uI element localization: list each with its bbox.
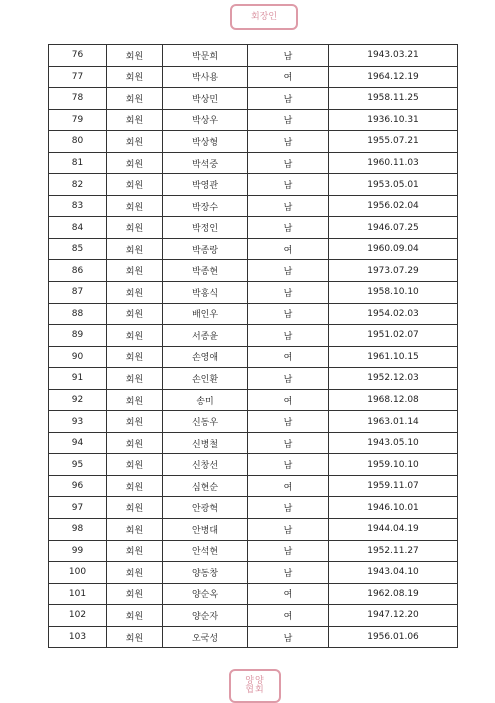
member-number-cell: 82: [49, 174, 107, 196]
member-gender-cell: 남: [248, 195, 329, 217]
member-name-cell: 박상우: [163, 109, 248, 131]
member-gender-cell: 여: [248, 583, 329, 605]
member-role-cell: 회원: [107, 540, 163, 562]
member-role-cell: 회원: [107, 217, 163, 239]
member-gender-cell: 여: [248, 66, 329, 88]
table-row: [49, 389, 458, 411]
table-row: [49, 540, 458, 562]
member-gender-cell: 남: [248, 88, 329, 110]
member-role-cell: 회원: [107, 260, 163, 282]
member-gender-cell: 여: [248, 475, 329, 497]
member-role-cell: 회원: [107, 131, 163, 153]
member-role-cell: 회원: [107, 497, 163, 519]
member-role-cell: 회원: [107, 174, 163, 196]
member-number-cell: 90: [49, 346, 107, 368]
member-birthdate-cell: 1959.11.07: [329, 475, 458, 497]
member-number-cell: 77: [49, 66, 107, 88]
member-number-cell: 89: [49, 325, 107, 347]
table-row: [49, 346, 458, 368]
table-row: [49, 152, 458, 174]
member-number-cell: 95: [49, 454, 107, 476]
member-gender-cell: 남: [248, 152, 329, 174]
member-number-cell: 84: [49, 217, 107, 239]
member-role-cell: 회원: [107, 475, 163, 497]
table-row: [49, 217, 458, 239]
seal-bottom-line-1: 양양: [245, 676, 265, 686]
table-row: [49, 131, 458, 153]
member-number-cell: 98: [49, 519, 107, 541]
member-birthdate-cell: 1936.10.31: [329, 109, 458, 131]
member-number-cell: 100: [49, 562, 107, 584]
member-number-cell: 78: [49, 88, 107, 110]
member-role-cell: 회원: [107, 152, 163, 174]
member-birthdate-cell: 1963.01.14: [329, 411, 458, 433]
member-name-cell: 안병대: [163, 519, 248, 541]
table-row: [49, 605, 458, 627]
member-role-cell: 회원: [107, 282, 163, 304]
table-row: [49, 368, 458, 390]
member-gender-cell: 남: [248, 519, 329, 541]
member-role-cell: 회원: [107, 583, 163, 605]
member-gender-cell: 남: [248, 432, 329, 454]
member-birthdate-cell: 1958.11.25: [329, 88, 458, 110]
member-number-cell: 92: [49, 389, 107, 411]
table-row: [49, 325, 458, 347]
member-birthdate-cell: 1946.07.25: [329, 217, 458, 239]
member-name-cell: 박석중: [163, 152, 248, 174]
member-name-cell: 박장수: [163, 195, 248, 217]
member-birthdate-cell: 1973.07.29: [329, 260, 458, 282]
member-name-cell: 심현순: [163, 475, 248, 497]
member-birthdate-cell: 1943.03.21: [329, 45, 458, 67]
member-number-cell: 79: [49, 109, 107, 131]
member-number-cell: 86: [49, 260, 107, 282]
member-birthdate-cell: 1951.02.07: [329, 325, 458, 347]
table-row: [49, 109, 458, 131]
member-birthdate-cell: 1947.12.20: [329, 605, 458, 627]
table-row: [49, 66, 458, 88]
member-role-cell: 회원: [107, 325, 163, 347]
member-role-cell: 회원: [107, 66, 163, 88]
member-birthdate-cell: 1958.10.10: [329, 282, 458, 304]
member-role-cell: 회원: [107, 88, 163, 110]
member-name-cell: 양순옥: [163, 583, 248, 605]
member-birthdate-cell: 1944.04.19: [329, 519, 458, 541]
member-roster-body: [49, 45, 458, 648]
member-gender-cell: 남: [248, 174, 329, 196]
member-gender-cell: 여: [248, 389, 329, 411]
member-gender-cell: 남: [248, 626, 329, 648]
table-row: [49, 475, 458, 497]
member-birthdate-cell: 1968.12.08: [329, 389, 458, 411]
member-gender-cell: 남: [248, 45, 329, 67]
member-number-cell: 80: [49, 131, 107, 153]
table-row: [49, 303, 458, 325]
member-number-cell: 94: [49, 432, 107, 454]
member-gender-cell: 남: [248, 109, 329, 131]
member-gender-cell: 남: [248, 131, 329, 153]
table-row: [49, 195, 458, 217]
member-birthdate-cell: 1952.11.27: [329, 540, 458, 562]
member-name-cell: 박정인: [163, 217, 248, 239]
member-number-cell: 93: [49, 411, 107, 433]
member-name-cell: 박사용: [163, 66, 248, 88]
member-role-cell: 회원: [107, 626, 163, 648]
table-row: [49, 454, 458, 476]
table-row: [49, 497, 458, 519]
member-number-cell: 103: [49, 626, 107, 648]
seal-bottom-line-2: 협회: [245, 685, 265, 695]
member-role-cell: 회원: [107, 389, 163, 411]
table-row: [49, 282, 458, 304]
member-name-cell: 박홍식: [163, 282, 248, 304]
official-seal-top: [230, 4, 298, 30]
member-number-cell: 87: [49, 282, 107, 304]
member-role-cell: 회원: [107, 195, 163, 217]
member-number-cell: 81: [49, 152, 107, 174]
member-role-cell: 회원: [107, 454, 163, 476]
member-number-cell: 85: [49, 238, 107, 260]
table-row: [49, 626, 458, 648]
member-name-cell: 안광혁: [163, 497, 248, 519]
member-gender-cell: 남: [248, 282, 329, 304]
table-row: [49, 562, 458, 584]
member-name-cell: 손영애: [163, 346, 248, 368]
member-birthdate-cell: 1961.10.15: [329, 346, 458, 368]
member-birthdate-cell: 1959.10.10: [329, 454, 458, 476]
member-number-cell: 97: [49, 497, 107, 519]
member-role-cell: 회원: [107, 238, 163, 260]
member-name-cell: 신동우: [163, 411, 248, 433]
member-role-cell: 회원: [107, 346, 163, 368]
member-name-cell: 박상형: [163, 131, 248, 153]
member-gender-cell: 남: [248, 217, 329, 239]
member-role-cell: 회원: [107, 45, 163, 67]
member-name-cell: 박종현: [163, 260, 248, 282]
table-row: [49, 260, 458, 282]
member-name-cell: 신병철: [163, 432, 248, 454]
member-role-cell: 회원: [107, 562, 163, 584]
table-row: [49, 583, 458, 605]
member-name-cell: 신창선: [163, 454, 248, 476]
seal-top-text: 회장인: [250, 11, 278, 22]
member-birthdate-cell: 1956.01.06: [329, 626, 458, 648]
member-number-cell: 76: [49, 45, 107, 67]
table-row: [49, 432, 458, 454]
official-seal-bottom: [229, 669, 281, 703]
member-name-cell: 양순자: [163, 605, 248, 627]
member-gender-cell: 남: [248, 325, 329, 347]
member-role-cell: 회원: [107, 432, 163, 454]
member-gender-cell: 여: [248, 605, 329, 627]
member-role-cell: 회원: [107, 519, 163, 541]
member-gender-cell: 남: [248, 368, 329, 390]
member-gender-cell: 남: [248, 562, 329, 584]
member-birthdate-cell: 1962.08.19: [329, 583, 458, 605]
member-name-cell: 오국성: [163, 626, 248, 648]
member-name-cell: 안석현: [163, 540, 248, 562]
member-gender-cell: 남: [248, 454, 329, 476]
member-birthdate-cell: 1956.02.04: [329, 195, 458, 217]
member-birthdate-cell: 1960.11.03: [329, 152, 458, 174]
member-birthdate-cell: 1960.09.04: [329, 238, 458, 260]
table-row: [49, 238, 458, 260]
member-name-cell: 박영관: [163, 174, 248, 196]
member-name-cell: 박종랑: [163, 238, 248, 260]
member-roster-table: [48, 44, 458, 648]
member-gender-cell: 여: [248, 238, 329, 260]
member-name-cell: 박상민: [163, 88, 248, 110]
member-birthdate-cell: 1954.02.03: [329, 303, 458, 325]
table-row: [49, 174, 458, 196]
member-number-cell: 83: [49, 195, 107, 217]
member-number-cell: 88: [49, 303, 107, 325]
member-role-cell: 회원: [107, 303, 163, 325]
table-row: [49, 411, 458, 433]
table-row: [49, 45, 458, 67]
table-row: [49, 519, 458, 541]
member-birthdate-cell: 1955.07.21: [329, 131, 458, 153]
member-birthdate-cell: 1953.05.01: [329, 174, 458, 196]
member-gender-cell: 남: [248, 303, 329, 325]
member-number-cell: 99: [49, 540, 107, 562]
member-name-cell: 송미: [163, 389, 248, 411]
member-role-cell: 회원: [107, 368, 163, 390]
member-birthdate-cell: 1946.10.01: [329, 497, 458, 519]
member-role-cell: 회원: [107, 411, 163, 433]
member-gender-cell: 남: [248, 411, 329, 433]
member-name-cell: 배인우: [163, 303, 248, 325]
member-birthdate-cell: 1952.12.03: [329, 368, 458, 390]
member-role-cell: 회원: [107, 605, 163, 627]
member-birthdate-cell: 1943.04.10: [329, 562, 458, 584]
member-birthdate-cell: 1964.12.19: [329, 66, 458, 88]
member-name-cell: 양동창: [163, 562, 248, 584]
member-gender-cell: 여: [248, 346, 329, 368]
member-number-cell: 91: [49, 368, 107, 390]
member-name-cell: 서종윤: [163, 325, 248, 347]
member-name-cell: 손인환: [163, 368, 248, 390]
member-birthdate-cell: 1943.05.10: [329, 432, 458, 454]
member-role-cell: 회원: [107, 109, 163, 131]
member-number-cell: 102: [49, 605, 107, 627]
member-gender-cell: 남: [248, 260, 329, 282]
member-gender-cell: 남: [248, 497, 329, 519]
member-number-cell: 101: [49, 583, 107, 605]
table-row: [49, 88, 458, 110]
member-name-cell: 박문희: [163, 45, 248, 67]
member-number-cell: 96: [49, 475, 107, 497]
member-gender-cell: 남: [248, 540, 329, 562]
